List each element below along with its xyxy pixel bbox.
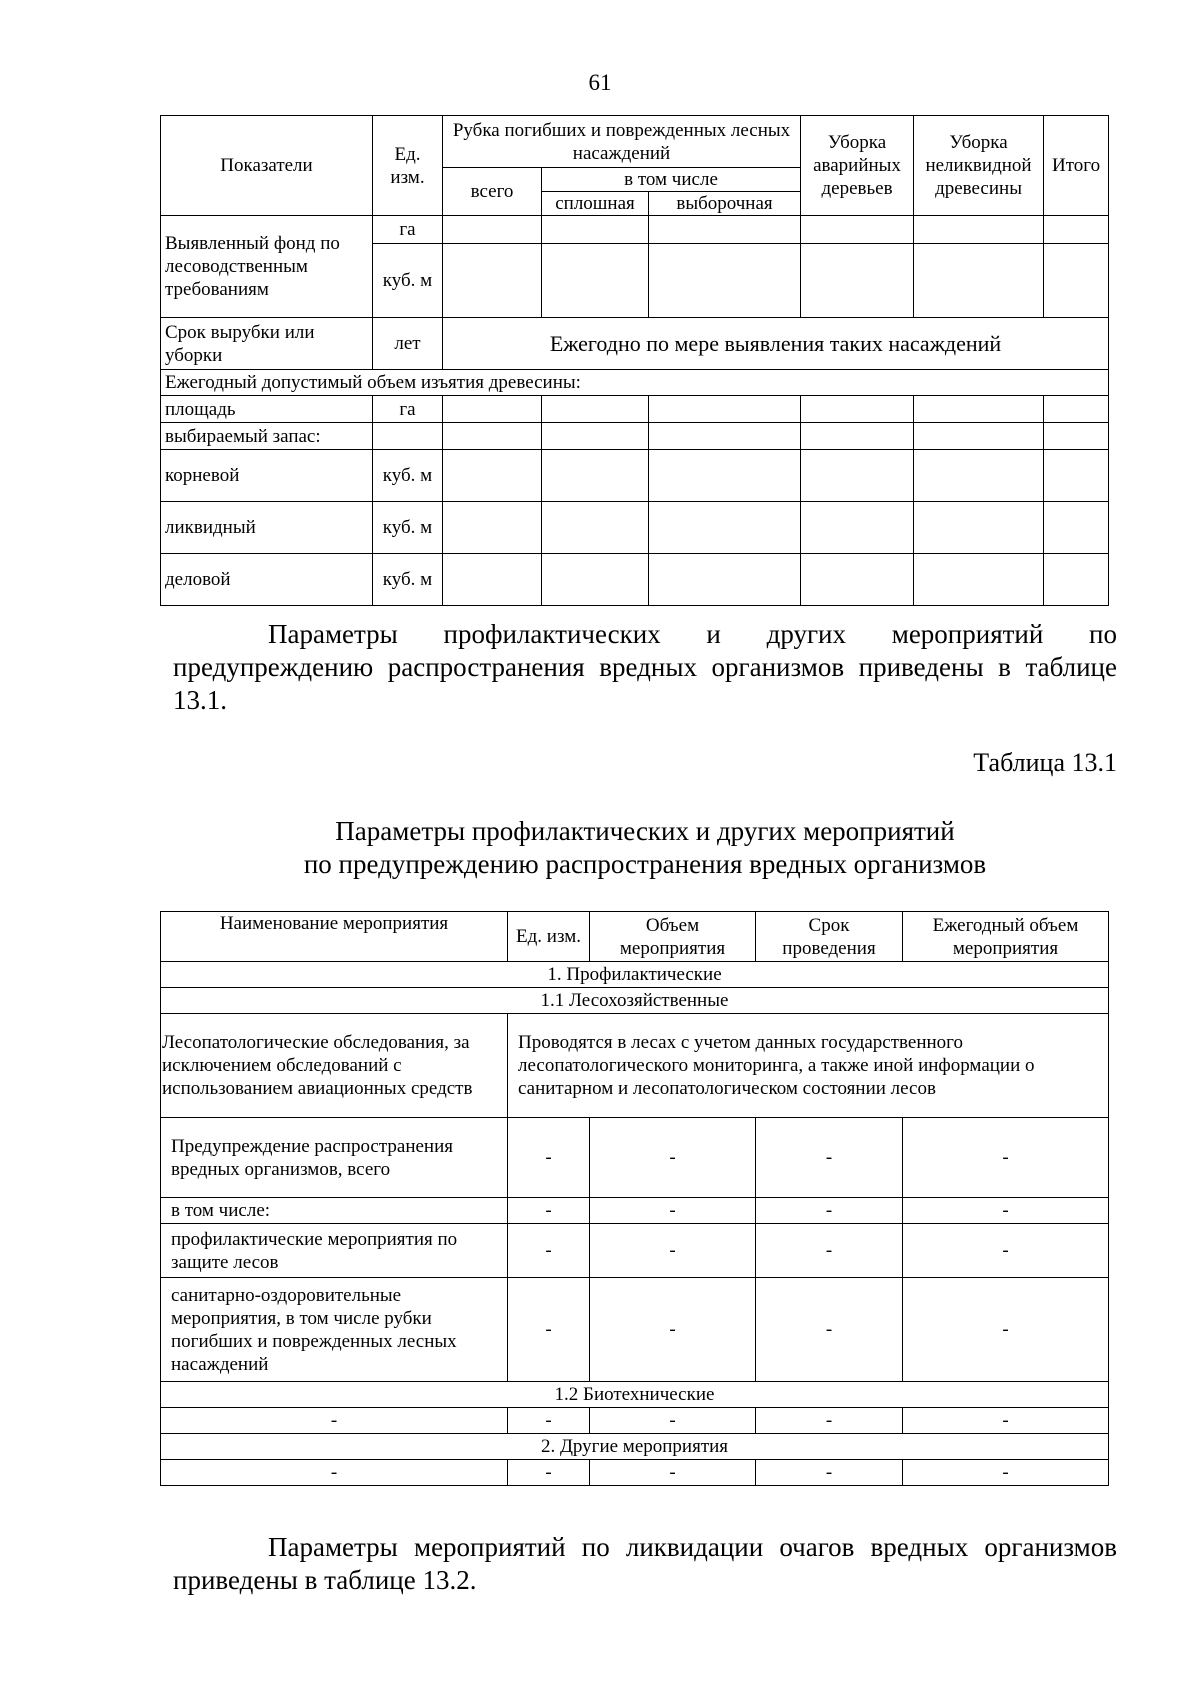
cell-dash: - — [590, 1118, 756, 1198]
page-number: 61 — [588, 70, 612, 95]
cell-dash: - — [161, 1460, 508, 1486]
cell-dash: - — [590, 1460, 756, 1486]
row-cutting-period: Срок вырубки или уборки — [161, 318, 373, 370]
cell-dash: - — [903, 1198, 1109, 1224]
row-annual-allowable: Ежегодный допустимый объем изъятия древесины: — [161, 370, 1109, 396]
section-other: 2. Другие мероприятия — [161, 1434, 1109, 1460]
header-felling: Рубка погибших и поврежденных лесных насаждений — [443, 116, 801, 168]
table-title-line2: по предупреждению распространения вредных организмов — [303, 849, 987, 879]
header-term: Срок проведения — [756, 912, 903, 962]
row-including: в том числе: — [161, 1198, 508, 1224]
row-business: деловой — [161, 554, 373, 606]
header-unit: Ед. изм. — [508, 912, 590, 962]
cell-dash: - — [508, 1278, 590, 1382]
forest-pathology-description: Проводятся в лесах с учетом данных государственного лесопатологического мониторинга, а также иной информации о санитарном и лесопатологическом состоянии лесов — [508, 1014, 1109, 1118]
header-selective: выборочная — [649, 192, 801, 216]
cell-dash: - — [903, 1278, 1109, 1382]
table-label: Таблица 13.1 — [973, 748, 1117, 777]
unit-cubic-m: куб. м — [373, 450, 443, 502]
cell-dash: - — [756, 1224, 903, 1278]
paragraph-intro-line1: Параметры профилактических и других мероприятий по — [268, 619, 1117, 649]
row-root: корневой — [161, 450, 373, 502]
cell-dash: - — [508, 1198, 590, 1224]
cell-dash: - — [756, 1408, 903, 1434]
header-annual-volume: Ежегодный объем мероприятия — [903, 912, 1109, 962]
row-area: площадь — [161, 396, 373, 423]
cell-dash: - — [756, 1198, 903, 1224]
cutting-period-value: Ежегодно по мере выявления таких насаждений — [443, 318, 1109, 370]
unit-cubic-m: куб. м — [373, 244, 443, 318]
cell-dash: - — [756, 1460, 903, 1486]
header-emergency-trees: Уборка аварийных деревьев — [801, 116, 914, 216]
row-forest-pathology: Лесопатологические обследования, за исключением обследований с использованием авиационных средств — [161, 1014, 508, 1118]
cell-dash: - — [903, 1224, 1109, 1278]
cell-dash: - — [756, 1118, 903, 1198]
cell-dash: - — [903, 1118, 1109, 1198]
paragraph-intro — [173, 618, 1117, 717]
header-volume: Объем мероприятия — [590, 912, 756, 962]
cell-dash: - — [590, 1198, 756, 1224]
cell-dash: - — [590, 1408, 756, 1434]
header-indicators: Показатели — [161, 116, 373, 216]
cell-dash: - — [590, 1278, 756, 1382]
section-preventive: 1. Профилактические — [161, 962, 1109, 988]
row-preventive-protection: профилактические мероприятия по защите лесов — [161, 1224, 508, 1278]
header-total: Итого — [1044, 116, 1109, 216]
header-all: всего — [443, 168, 542, 216]
row-liquid: ликвидный — [161, 502, 373, 554]
unit-ha: га — [373, 396, 443, 423]
cell-dash: - — [508, 1408, 590, 1434]
paragraph-next-table: Параметры мероприятий по ликвидации очагов вредных организмов приведены в таблице 13.2. — [173, 1532, 1117, 1595]
row-sanitary: санитарно-оздоровительные мероприятия, в том числе рубки погибших и поврежденных лесных насаждений — [161, 1278, 508, 1382]
unit-cubic-m: куб. м — [373, 554, 443, 606]
timber-table — [160, 115, 1109, 606]
measures-table — [160, 911, 1109, 1486]
cell-dash: - — [508, 1118, 590, 1198]
row-identified-fund: Выявленный фонд по лесоводственным требованиям — [161, 216, 373, 318]
row-selected-stock: выбираемый запас: — [161, 423, 373, 450]
row-prevention-total: Предупреждение распространения вредных организмов, всего — [161, 1118, 508, 1198]
cell-dash: - — [590, 1224, 756, 1278]
unit-years: лет — [373, 318, 443, 370]
unit-cubic-m: куб. м — [373, 502, 443, 554]
header-measure-name: Наименование мероприятия — [161, 912, 508, 962]
section-forestry: 1.1 Лесохозяйственные — [161, 988, 1109, 1014]
cell-dash: - — [508, 1460, 590, 1486]
header-including: в том числе — [542, 168, 801, 192]
unit-ha: га — [373, 216, 443, 244]
cell-dash: - — [903, 1408, 1109, 1434]
cell-dash: - — [756, 1278, 903, 1382]
header-clear-cut: сплошная — [542, 192, 649, 216]
table-title-line1: Параметры профилактических и других мероприятий — [335, 816, 955, 846]
header-illiquid-wood: Уборка неликвидной древесины — [914, 116, 1044, 216]
paragraph-intro-rest: предупреждению распространения вредных организмов приведены в таблице 13.1. — [173, 652, 1117, 715]
cell-dash: - — [903, 1460, 1109, 1486]
header-unit: Ед. изм. — [373, 116, 443, 216]
cell-dash: - — [161, 1408, 508, 1434]
section-biotechnical: 1.2 Биотехнические — [161, 1382, 1109, 1408]
cell-dash: - — [508, 1224, 590, 1278]
